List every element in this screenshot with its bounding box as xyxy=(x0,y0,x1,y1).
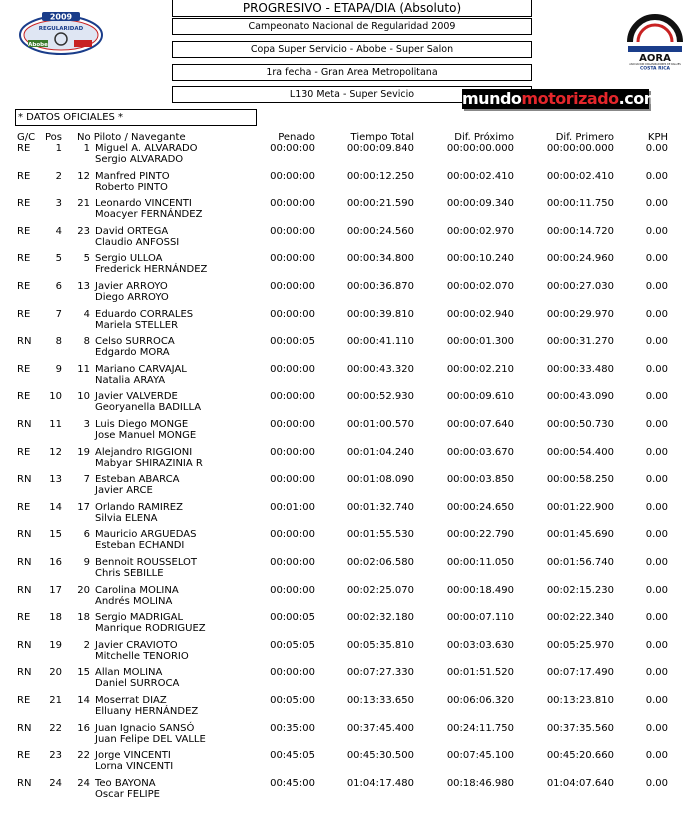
cell-navigator: Daniel SURROCA xyxy=(95,678,180,690)
cell-total-time: 00:01:32.740 xyxy=(346,501,414,513)
cell-pilot: Mauricio ARGUEDAS xyxy=(95,529,197,541)
cell-category: RN xyxy=(17,667,32,679)
cell-kph: 0.00 xyxy=(645,501,668,513)
cell-penalty: 00:00:00 xyxy=(270,529,315,541)
table-row xyxy=(0,391,700,419)
mundomotorizado-watermark: mundomotorizado.com xyxy=(462,89,660,108)
cell-position: 19 xyxy=(49,639,62,651)
cell-total-time: 00:01:55.530 xyxy=(346,529,414,541)
cell-total-time: 00:00:09.840 xyxy=(346,143,414,154)
cell-kph: 0.00 xyxy=(645,143,668,154)
cell-pilot: Alejandro RIGGIONI xyxy=(95,446,193,458)
cell-total-time: 00:01:00.570 xyxy=(346,419,414,430)
cell-diff-first: 00:00:58.250 xyxy=(546,474,614,486)
cell-kph: 0.00 xyxy=(645,363,668,375)
cell-position: 23 xyxy=(49,750,62,762)
cell-diff-next: 00:00:03.670 xyxy=(446,446,514,458)
cell-position: 21 xyxy=(49,695,62,706)
svg-text:AORA: AORA xyxy=(639,53,671,64)
cell-diff-first: 00:01:45.690 xyxy=(546,529,614,541)
cell-penalty: 00:00:00 xyxy=(270,584,315,596)
cell-kph: 0.00 xyxy=(645,170,668,182)
cell-category: RN xyxy=(17,722,32,734)
cell-diff-first: 00:00:02.410 xyxy=(546,170,614,182)
cell-penalty: 00:00:00 xyxy=(270,391,315,403)
cell-position: 11 xyxy=(49,419,62,430)
cell-category: RE xyxy=(17,308,31,320)
cell-car-number: 5 xyxy=(83,253,90,265)
cell-position: 12 xyxy=(49,446,62,458)
col-pos: Pos xyxy=(44,132,62,143)
table-row xyxy=(0,309,700,337)
table-row xyxy=(0,612,700,640)
cell-penalty: 00:00:05 xyxy=(270,336,315,348)
cell-category: RN xyxy=(17,557,32,568)
cell-total-time: 00:37:45.400 xyxy=(346,722,414,734)
cell-kph: 0.00 xyxy=(645,584,668,596)
cell-category: RE xyxy=(17,391,31,403)
cell-diff-next: 00:00:02.210 xyxy=(446,363,514,375)
cell-total-time: 00:00:21.590 xyxy=(346,198,414,210)
cell-diff-first: 00:00:31.270 xyxy=(546,336,614,348)
cell-penalty: 00:00:00 xyxy=(270,667,315,679)
cell-pilot: Miguel A. ALVARADO xyxy=(95,143,198,154)
cell-pilot: Teo BAYONA xyxy=(95,777,156,789)
cell-kph: 0.00 xyxy=(645,198,668,210)
cell-diff-first: 00:05:25.970 xyxy=(546,639,614,651)
table-row xyxy=(0,667,700,695)
report-title: PROGRESIVO - ETAPA/DIA (Absoluto) xyxy=(172,0,532,17)
col-kph: KPH xyxy=(647,132,668,143)
cell-category: RN xyxy=(17,474,32,486)
cell-pilot: Allan MOLINA xyxy=(95,667,163,679)
cell-category: RN xyxy=(17,584,32,596)
cell-diff-first: 00:00:24.960 xyxy=(546,253,614,265)
svg-text:2009: 2009 xyxy=(49,12,73,22)
cell-penalty: 00:00:00 xyxy=(270,143,315,154)
cell-car-number: 19 xyxy=(77,446,90,458)
cell-diff-first: 00:07:17.490 xyxy=(546,667,614,679)
table-row xyxy=(0,723,700,751)
cell-diff-next: 00:00:09.610 xyxy=(446,391,514,403)
cell-pilot: Manfred PINTO xyxy=(95,170,170,182)
cell-total-time: 00:02:06.580 xyxy=(346,557,414,568)
championship-label: Campeonato Nacional de Regularidad 2009 xyxy=(172,18,532,35)
cell-diff-first: 01:04:07.640 xyxy=(546,777,614,789)
cell-diff-first: 00:00:00.000 xyxy=(546,143,614,154)
cell-kph: 0.00 xyxy=(645,281,668,292)
cell-diff-next: 00:00:02.940 xyxy=(446,308,514,320)
cell-kph: 0.00 xyxy=(645,612,668,624)
cell-penalty: 00:45:05 xyxy=(270,750,315,762)
cell-category: RN xyxy=(17,419,32,430)
cell-category: RE xyxy=(17,446,31,458)
cell-diff-next: 00:00:09.340 xyxy=(446,198,514,210)
cell-navigator: Sergio ALVARADO xyxy=(95,154,184,165)
cell-kph: 0.00 xyxy=(645,750,668,762)
col-gc: G/C xyxy=(17,132,36,143)
datos-oficiales-label: * DATOS OFICIALES * xyxy=(15,109,257,126)
cell-kph: 0.00 xyxy=(645,474,668,486)
cell-kph: 0.00 xyxy=(645,419,668,430)
cell-position: 22 xyxy=(49,722,62,734)
cell-car-number: 6 xyxy=(83,529,90,541)
cell-penalty: 00:00:00 xyxy=(270,170,315,182)
cell-pilot: Carolina MOLINA xyxy=(95,584,179,596)
table-row xyxy=(0,474,700,502)
cell-kph: 0.00 xyxy=(645,446,668,458)
cell-total-time: 00:00:34.800 xyxy=(346,253,414,265)
cell-penalty: 00:05:00 xyxy=(270,695,315,706)
cell-diff-next: 00:24:11.750 xyxy=(446,722,514,734)
cell-category: RE xyxy=(17,501,31,513)
cell-total-time: 00:00:43.320 xyxy=(346,363,414,375)
table-row xyxy=(0,226,700,254)
cell-position: 17 xyxy=(49,584,62,596)
cell-diff-first: 00:00:54.400 xyxy=(546,446,614,458)
cell-position: 18 xyxy=(49,612,62,624)
cell-diff-first: 00:13:23.810 xyxy=(546,695,614,706)
cell-navigator: Elluany HERNÁNDEZ xyxy=(95,706,199,717)
stage-label: L130 Meta - Super Sevicio xyxy=(172,86,532,103)
cell-diff-next: 00:03:03.630 xyxy=(446,639,514,651)
cell-navigator: Mabyar SHIRAZINIA R xyxy=(95,457,203,469)
cell-diff-next: 00:18:46.980 xyxy=(446,777,514,789)
table-row xyxy=(0,143,700,171)
cell-kph: 0.00 xyxy=(645,529,668,541)
cell-diff-first: 00:00:43.090 xyxy=(546,391,614,403)
cell-position: 9 xyxy=(55,363,62,375)
cell-diff-next: 00:00:10.240 xyxy=(446,253,514,265)
cell-car-number: 2 xyxy=(83,639,90,651)
cell-car-number: 3 xyxy=(83,419,90,430)
cell-navigator: Chris SEBILLE xyxy=(95,568,164,579)
cell-pilot: Juan Ignacio SANSÓ xyxy=(95,722,195,734)
table-row xyxy=(0,778,700,806)
cell-navigator: Mariela STELLER xyxy=(95,319,179,331)
cell-diff-next: 00:00:00.000 xyxy=(446,143,514,154)
cell-category: RN xyxy=(17,529,32,541)
cell-navigator: Frederick HERNÁNDEZ xyxy=(95,264,208,276)
table-row xyxy=(0,447,700,475)
cell-position: 6 xyxy=(55,281,62,292)
cell-total-time: 00:00:41.110 xyxy=(346,336,414,348)
cell-total-time: 00:45:30.500 xyxy=(346,750,414,762)
cell-navigator: Javier ARCE xyxy=(95,485,153,497)
date-label: 1ra fecha - Gran Area Metropolitana xyxy=(172,64,532,81)
svg-text:ASOCIACION ORGANIZADORES DE RA: ASOCIACION ORGANIZADORES DE RALLIES xyxy=(629,63,681,66)
cell-pilot: Esteban ABARCA xyxy=(95,474,180,486)
cell-car-number: 22 xyxy=(77,750,90,762)
cell-diff-next: 00:00:22.790 xyxy=(446,529,514,541)
cell-car-number: 14 xyxy=(77,695,90,706)
cell-kph: 0.00 xyxy=(645,225,668,237)
cell-penalty: 00:05:05 xyxy=(270,639,315,651)
cell-car-number: 8 xyxy=(83,336,90,348)
cell-diff-first: 00:00:11.750 xyxy=(546,198,614,210)
table-row xyxy=(0,419,700,447)
cell-diff-next: 00:00:07.640 xyxy=(446,419,514,430)
cell-kph: 0.00 xyxy=(645,667,668,679)
regularidad-logo xyxy=(18,10,104,56)
cell-diff-first: 00:00:29.970 xyxy=(546,308,614,320)
cell-navigator: Silvia ELENA xyxy=(95,512,158,524)
cell-category: RE xyxy=(17,750,31,762)
cell-navigator: Manrique RODRIGUEZ xyxy=(95,623,206,635)
cell-diff-next: 00:00:24.650 xyxy=(446,501,514,513)
cell-diff-next: 00:00:02.970 xyxy=(446,225,514,237)
col-no-piloto: No Piloto / Navegante xyxy=(77,132,186,143)
cell-total-time: 00:13:33.650 xyxy=(346,695,414,706)
cell-category: RN xyxy=(17,639,32,651)
cell-position: 7 xyxy=(55,308,62,320)
cell-position: 1 xyxy=(55,143,62,154)
cell-diff-next: 00:00:07.110 xyxy=(446,612,514,624)
cell-pilot: Eduardo CORRALES xyxy=(95,308,194,320)
cell-category: RE xyxy=(17,170,31,182)
cell-navigator: Esteban ECHANDI xyxy=(95,540,185,552)
col-penado: Penado xyxy=(278,132,315,143)
aora-logo xyxy=(620,12,690,70)
cell-navigator: Claudio ANFOSSI xyxy=(95,236,180,248)
cell-diff-first: 00:37:35.560 xyxy=(546,722,614,734)
cell-total-time: 00:07:27.330 xyxy=(346,667,414,679)
cell-pilot: Sergio ULLOA xyxy=(95,253,163,265)
cell-diff-next: 00:00:02.070 xyxy=(446,281,514,292)
table-row xyxy=(0,281,700,309)
cell-car-number: 7 xyxy=(83,474,90,486)
cell-car-number: 20 xyxy=(77,584,90,596)
cell-kph: 0.00 xyxy=(645,722,668,734)
cell-pilot: Javier ARROYO xyxy=(95,281,168,292)
cell-kph: 0.00 xyxy=(645,308,668,320)
cell-car-number: 13 xyxy=(77,281,90,292)
table-row xyxy=(0,529,700,557)
cell-pilot: Celso SURROCA xyxy=(95,336,175,348)
cell-car-number: 16 xyxy=(77,722,90,734)
cell-total-time: 00:00:24.560 xyxy=(346,225,414,237)
cell-category: RN xyxy=(17,336,32,348)
cell-pilot: Mariano CARVAJAL xyxy=(95,363,187,375)
cell-penalty: 00:00:00 xyxy=(270,281,315,292)
col-dif-primero: Dif. Primero xyxy=(555,132,614,143)
table-row xyxy=(0,198,700,226)
cell-penalty: 00:00:00 xyxy=(270,363,315,375)
cell-pilot: Moserrat DIAZ xyxy=(95,695,167,706)
cell-penalty: 00:00:00 xyxy=(270,557,315,568)
cell-kph: 0.00 xyxy=(645,695,668,706)
cell-diff-next: 00:00:02.410 xyxy=(446,170,514,182)
cell-car-number: 18 xyxy=(77,612,90,624)
cell-penalty: 00:00:05 xyxy=(270,612,315,624)
cell-navigator: Juan Felipe DEL VALLE xyxy=(95,733,206,745)
cell-diff-next: 00:07:45.100 xyxy=(446,750,514,762)
col-dif-proximo: Dif. Próximo xyxy=(454,132,514,143)
col-tiempo-total: Tiempo Total xyxy=(350,132,414,143)
cell-car-number: 17 xyxy=(77,501,90,513)
cell-category: RE xyxy=(17,363,31,375)
cell-navigator: Lorna VINCENTI xyxy=(95,761,174,773)
cell-total-time: 00:02:25.070 xyxy=(346,584,414,596)
cell-total-time: 00:00:52.930 xyxy=(346,391,414,403)
cell-kph: 0.00 xyxy=(645,639,668,651)
cell-total-time: 00:00:12.250 xyxy=(346,170,414,182)
cell-position: 5 xyxy=(55,253,62,265)
cell-kph: 0.00 xyxy=(645,391,668,403)
cell-pilot: Leonardo VINCENTI xyxy=(95,198,192,210)
cell-car-number: 11 xyxy=(77,363,90,375)
table-row xyxy=(0,695,700,723)
table-row xyxy=(0,364,700,392)
cell-diff-next: 00:00:03.850 xyxy=(446,474,514,486)
table-row xyxy=(0,640,700,668)
cell-total-time: 00:00:39.810 xyxy=(346,308,414,320)
cell-diff-first: 00:00:27.030 xyxy=(546,281,614,292)
cell-category: RE xyxy=(17,253,31,265)
cell-kph: 0.00 xyxy=(645,336,668,348)
cell-category: RE xyxy=(17,198,31,210)
cell-pilot: Sergio MADRIGAL xyxy=(95,612,184,624)
cell-category: RN xyxy=(17,777,32,789)
cell-car-number: 1 xyxy=(83,143,90,154)
cell-penalty: 00:01:00 xyxy=(270,501,315,513)
cell-penalty: 00:45:00 xyxy=(270,777,315,789)
cell-kph: 0.00 xyxy=(645,777,668,789)
svg-text:Abobe: Abobe xyxy=(28,42,48,48)
cell-position: 13 xyxy=(49,474,62,486)
cell-pilot: Bennoit ROUSSELOT xyxy=(95,557,198,568)
cell-penalty: 00:00:00 xyxy=(270,446,315,458)
cup-label: Copa Super Servicio - Abobe - Super Salon xyxy=(172,41,532,58)
cell-position: 10 xyxy=(49,391,62,403)
cell-navigator: Edgardo MORA xyxy=(95,347,170,359)
cell-position: 20 xyxy=(49,667,62,679)
cell-car-number: 12 xyxy=(77,170,90,182)
cell-diff-next: 00:06:06.320 xyxy=(446,695,514,706)
cell-position: 24 xyxy=(49,777,62,789)
cell-category: RE xyxy=(17,143,31,154)
cell-penalty: 00:35:00 xyxy=(270,722,315,734)
cell-pilot: Jorge VINCENTI xyxy=(95,750,171,762)
cell-pilot: Luis Diego MONGE xyxy=(95,419,189,430)
cell-position: 4 xyxy=(55,225,62,237)
cell-pilot: David ORTEGA xyxy=(95,225,169,237)
cell-car-number: 15 xyxy=(77,667,90,679)
cell-total-time: 00:00:36.870 xyxy=(346,281,414,292)
cell-position: 15 xyxy=(49,529,62,541)
svg-text:COSTA RICA: COSTA RICA xyxy=(639,66,671,70)
cell-diff-first: 00:02:15.230 xyxy=(546,584,614,596)
table-row xyxy=(0,557,700,585)
cell-diff-next: 00:00:18.490 xyxy=(446,584,514,596)
cell-car-number: 21 xyxy=(77,198,90,210)
cell-category: RE xyxy=(17,225,31,237)
svg-text:REGULARIDAD: REGULARIDAD xyxy=(38,26,84,32)
cell-pilot: Javier VALVERDE xyxy=(95,391,178,403)
cell-navigator: Natalia ARAYA xyxy=(95,374,166,386)
cell-position: 2 xyxy=(55,170,62,182)
cell-penalty: 00:00:00 xyxy=(270,474,315,486)
cell-total-time: 01:04:17.480 xyxy=(346,777,414,789)
cell-navigator: Moacyer FERNÁNDEZ xyxy=(95,209,203,221)
cell-penalty: 00:00:00 xyxy=(270,225,315,237)
table-row xyxy=(0,253,700,281)
cell-diff-next: 00:00:11.050 xyxy=(446,557,514,568)
cell-category: RE xyxy=(17,281,31,292)
table-row xyxy=(0,585,700,613)
cell-penalty: 00:00:00 xyxy=(270,419,315,430)
table-row xyxy=(0,336,700,364)
cell-navigator: Oscar FELIPE xyxy=(95,788,160,800)
cell-total-time: 00:05:35.810 xyxy=(346,639,414,651)
cell-total-time: 00:01:08.090 xyxy=(346,474,414,486)
cell-penalty: 00:00:00 xyxy=(270,198,315,210)
cell-diff-first: 00:01:56.740 xyxy=(546,557,614,568)
cell-position: 16 xyxy=(49,557,62,568)
cell-diff-first: 00:01:22.900 xyxy=(546,501,614,513)
cell-navigator: Diego ARROYO xyxy=(95,292,169,303)
cell-position: 3 xyxy=(55,198,62,210)
cell-category: RE xyxy=(17,695,31,706)
cell-diff-first: 00:00:33.480 xyxy=(546,363,614,375)
cell-position: 8 xyxy=(55,336,62,348)
cell-total-time: 00:02:32.180 xyxy=(346,612,414,624)
cell-diff-next: 00:00:01.300 xyxy=(446,336,514,348)
cell-position: 14 xyxy=(49,501,62,513)
cell-kph: 0.00 xyxy=(645,557,668,568)
cell-car-number: 4 xyxy=(83,308,90,320)
cell-total-time: 00:01:04.240 xyxy=(346,446,414,458)
cell-diff-first: 00:45:20.660 xyxy=(546,750,614,762)
table-row xyxy=(0,171,700,199)
cell-pilot: Javier CRAVIOTO xyxy=(95,639,178,651)
cell-navigator: Mitchelle TENORIO xyxy=(95,650,189,662)
cell-car-number: 23 xyxy=(77,225,90,237)
cell-penalty: 00:00:00 xyxy=(270,253,315,265)
table-row xyxy=(0,750,700,778)
cell-diff-first: 00:00:14.720 xyxy=(546,225,614,237)
cell-car-number: 9 xyxy=(83,557,90,568)
table-row xyxy=(0,502,700,530)
cell-car-number: 24 xyxy=(77,777,90,789)
cell-penalty: 00:00:00 xyxy=(270,308,315,320)
cell-navigator: Jose Manuel MONGE xyxy=(95,430,197,441)
cell-category: RE xyxy=(17,612,31,624)
cell-navigator: Georyanella BADILLA xyxy=(95,402,202,414)
cell-navigator: Roberto PINTO xyxy=(95,181,168,193)
cell-navigator: Andrés MOLINA xyxy=(95,595,173,607)
cell-diff-first: 00:02:22.340 xyxy=(546,612,614,624)
cell-car-number: 10 xyxy=(77,391,90,403)
cell-kph: 0.00 xyxy=(645,253,668,265)
cell-diff-next: 00:01:51.520 xyxy=(446,667,514,679)
cell-diff-first: 00:00:50.730 xyxy=(546,419,614,430)
cell-pilot: Orlando RAMIREZ xyxy=(95,501,183,513)
